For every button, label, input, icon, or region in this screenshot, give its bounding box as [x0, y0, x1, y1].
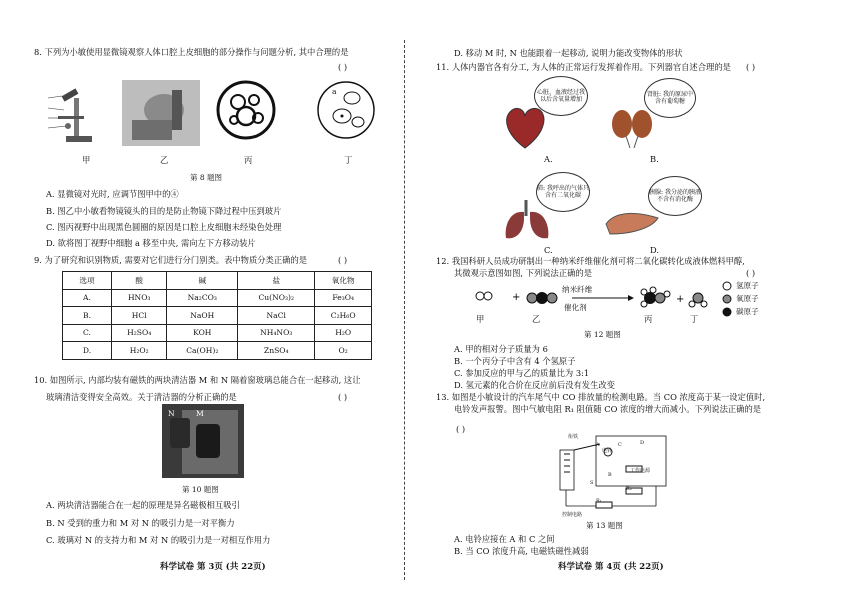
fig13-caption: 第 13 题图	[586, 521, 623, 530]
q12-option-c: C. 参加反应的甲与乙的质量比为 3:1	[454, 368, 590, 378]
q12-stem-line1: 12. 我国科研人员成功研制出一种纳米纤维催化剂可将二氧化碳转化成液体燃料甲醇,	[436, 256, 745, 266]
table-row	[63, 307, 372, 325]
q12-option-d: D. 氢元素的化合价在反应前后没有发生改变	[454, 380, 615, 390]
table-cell: A.	[63, 289, 112, 307]
fig8-caption: 第 8 题图	[190, 173, 223, 182]
right-footer: 科学试卷 第 4页 (共 22页)	[558, 562, 664, 572]
table-cell: H₂O₂	[112, 342, 167, 360]
fig12-caption: 第 12 题图	[584, 330, 621, 339]
q9-stem: 9. 为了研究和识别物质, 需要对它们进行分门别类。表中物质分类正确的是	[34, 255, 308, 265]
table-header: 氧化物	[315, 272, 372, 290]
table-row	[63, 289, 372, 307]
classification-table	[62, 271, 372, 360]
q13-stem-line1: 13. 如图是小敏设计的汽车尾气中 CO 排放量的检测电路。当 CO 浓度高于某一设定值时,	[436, 392, 766, 402]
table-cell: O₂	[315, 342, 372, 360]
view-field-cells	[316, 80, 376, 140]
table-cell: B.	[63, 307, 112, 325]
fig8-label-bing: 丙	[244, 155, 253, 165]
table-cell: C₂H₆O	[315, 307, 372, 325]
circuit-label-work-power: 工作电源	[630, 468, 651, 474]
left-page	[0, 0, 402, 607]
table-cell: Cu(NO₃)₂	[238, 289, 315, 307]
q8-option-b: B. 图乙中小敏看物镜镜头的目的是防止物镜下降过程中压到玻片	[46, 206, 282, 216]
q12-option-b: B. 一个丙分子中含有 4 个氢原子	[454, 356, 576, 366]
mol-label-yi: 乙	[532, 314, 541, 324]
q10-option-b: B. N 受到的重力和 M 对 N 的吸引力是一对平衡力	[46, 518, 235, 528]
q8-answer-paren: ( )	[338, 62, 348, 72]
table-cell: D.	[63, 342, 112, 360]
q11-label-c: C.	[544, 245, 553, 255]
pancreas-bubble: 胰腺: 我分泌的胰液不含有消化酶	[648, 176, 702, 216]
table-header-row	[63, 272, 372, 290]
table-header: 选项	[63, 272, 112, 290]
legend-atoms	[720, 280, 734, 320]
circuit-label-c: C	[618, 442, 622, 448]
microscope-figure	[44, 78, 102, 148]
circuit-label-r1: R₁	[596, 498, 602, 504]
q13-answer-paren: ( )	[456, 424, 466, 434]
q10-stem-line2: 玻璃清洁变得安全高效。关于清洁器的分析正确的是	[46, 392, 237, 402]
table-cell: HCl	[112, 307, 167, 325]
table-cell: Fe₃O₄	[315, 289, 372, 307]
q12-option-a: A. 甲的相对分子质量为 6	[454, 344, 548, 354]
circuit-label-r2: R₂	[626, 486, 632, 492]
cleaner-n-label: N	[168, 409, 175, 418]
circuit-label-a: A	[596, 442, 600, 448]
table-row	[63, 324, 372, 342]
q10-option-a: A. 两块清洁器能合在一起的原理是异名磁极相互吸引	[46, 500, 240, 510]
mol-label-bing: 丙	[644, 314, 653, 324]
arrow-label-top: 纳米纤维	[562, 285, 593, 294]
circuit-label-b: B	[608, 472, 612, 478]
table-cell: C.	[63, 324, 112, 342]
q11-stem: 11. 人体内器官各有分工, 为人体的正常运行发挥着作用。下列器官自述合理的是	[436, 62, 731, 72]
table-row	[63, 342, 372, 360]
q8-option-c: C. 图丙视野中出现黑色圆圈的原因是口腔上皮细胞未经染色处理	[46, 222, 282, 232]
table-cell: H₂O	[315, 324, 372, 342]
q11-label-b: B.	[650, 154, 659, 164]
svg-text:+: +	[512, 292, 521, 303]
circuit-label-d: D	[640, 440, 645, 446]
q11-answer-paren: ( )	[746, 62, 756, 72]
view-field-bubbles	[216, 80, 276, 140]
svg-text:+: +	[676, 294, 685, 305]
q11-label-d: D.	[650, 245, 659, 255]
table-cell: H₂SO₄	[112, 324, 167, 342]
table-cell: NH₄NO₃	[238, 324, 315, 342]
circuit-label-control: 控制电路	[562, 512, 583, 518]
q10-option-c: C. 玻璃对 N 的支持力和 M 对 N 的吸引力是一对相互作用力	[46, 535, 271, 545]
student-microscope-photo	[122, 80, 200, 146]
heart-bubble: 心脏、血液经过我以后含氧量增加	[534, 76, 588, 116]
q13-option-a: A. 电铃应接在 A 和 C 之间	[454, 534, 555, 544]
q9-answer-paren: ( )	[338, 255, 348, 265]
fig8-label-ding: 丁	[344, 155, 353, 165]
cell-a-label: a	[332, 87, 337, 96]
kidney-bubble: 肾脏: 我的原尿中含有葡萄糖	[644, 78, 696, 118]
lungs-bubble: 肺: 我呼出的气体只含有二氧化碳	[536, 172, 590, 212]
table-header: 盐	[238, 272, 315, 290]
circuit-label-armature: 衔铁	[568, 434, 579, 440]
q8-option-d: D. 欲将图丁视野中细胞 a 移至中央, 需向左下方移动装片	[46, 238, 256, 248]
table-cell: ZnSO₄	[238, 342, 315, 360]
fig8-label-yi: 乙	[160, 155, 169, 165]
table-header: 碱	[167, 272, 238, 290]
reaction-diagram	[470, 286, 740, 314]
q10-answer-paren: ( )	[338, 392, 348, 402]
left-footer: 科学试卷 第 3页 (共 22页)	[160, 562, 266, 572]
page-divider	[404, 40, 405, 580]
q10-stem-line1: 10. 如图所示, 内部均装有磁铁的两块清洁器 M 和 N 隔着窗玻璃总能合在一起移动, 这让	[34, 375, 361, 385]
right-page	[418, 0, 860, 607]
q12-stem-line2: 其微观示意图如图, 下列说法正确的是	[454, 268, 593, 278]
mol-label-ding: 丁	[690, 314, 699, 324]
table-cell: Ca(OH)₂	[167, 342, 238, 360]
q11-label-a: A.	[544, 154, 553, 164]
fig8-label-jia: 甲	[82, 155, 91, 165]
q10-option-d: D. 移动 M 时, N 也能跟着一起移动, 说明力能改变物体的形状	[454, 48, 683, 58]
q8-option-a: A. 显微镜对光时, 应调节图甲中的④	[46, 189, 179, 199]
arrow-label-bottom: 催化剂	[564, 303, 587, 312]
circuit-label-s: S	[590, 480, 594, 486]
circuit-label-bell: 电铃	[602, 448, 613, 454]
circuit-diagram	[556, 430, 676, 518]
table-cell: Na₂CO₃	[167, 289, 238, 307]
q8-stem: 8. 下列为小敏使用显微镜观察人体口腔上皮细胞的部分操作与问题分析, 其中合理的是	[34, 47, 349, 57]
legend-hydrogen: 氢原子	[736, 281, 759, 290]
fig10-caption: 第 10 题图	[182, 485, 219, 494]
table-cell: HNO₃	[112, 289, 167, 307]
table-cell: KOH	[167, 324, 238, 342]
q13-stem-line2: 电铃发声报警。图中气敏电阻 R₁ 阻值随 CO 浓度的增大而减小。下列说法正确的是	[454, 404, 762, 414]
q12-answer-paren: ( )	[746, 268, 756, 278]
legend-carbon: 碳原子	[736, 307, 759, 316]
kidney-image	[608, 104, 656, 148]
table-header: 酸	[112, 272, 167, 290]
cleaner-m-label: M	[196, 409, 204, 418]
pancreas-image	[602, 204, 662, 240]
legend-oxygen: 氧原子	[736, 294, 759, 303]
table-cell: NaCl	[238, 307, 315, 325]
mol-label-jia: 甲	[476, 314, 485, 324]
table-cell: NaOH	[167, 307, 238, 325]
q13-option-b: B. 当 CO 浓度升高, 电磁铁磁性减弱	[454, 546, 589, 556]
